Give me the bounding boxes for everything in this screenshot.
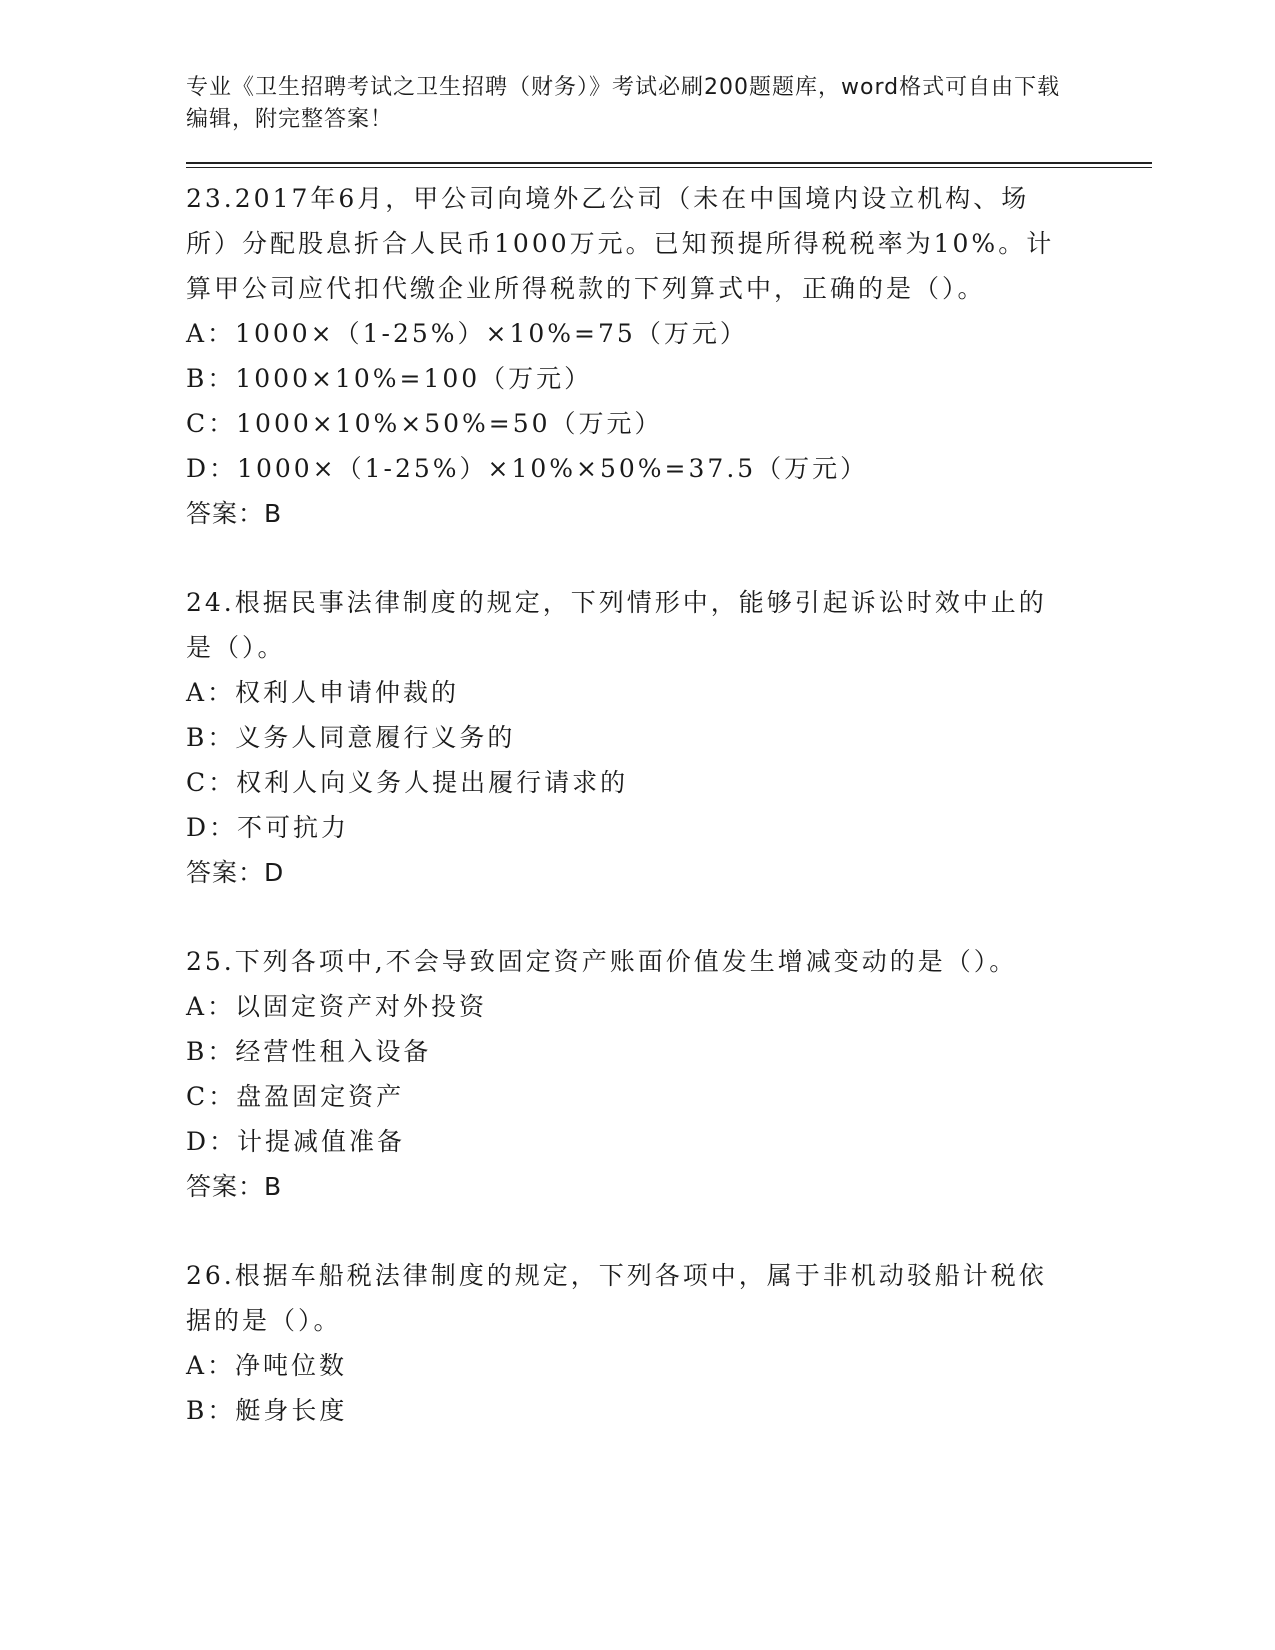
answer-line: 答案：B <box>186 1172 283 1201</box>
option-c: C：1000×10%×50%=50（万元） <box>186 409 663 438</box>
option-a: A：净吨位数 <box>186 1351 348 1380</box>
question-26 <box>186 1253 1152 1433</box>
question-stem: 23.2017年6月，甲公司向境外乙公司（未在中国境内设立机构、场所）分配股息折合人民币1000万元。已知预提所得税税率为10%。计算甲公司应代扣代缴企业所得税款的下列算式中，正确的是（）。 <box>186 184 1055 303</box>
option-b: B：经营性租入设备 <box>186 1037 432 1066</box>
answer-line: 答案：D <box>186 858 285 887</box>
option-d: D：1000×（1-25%）×10%×50%=37.5（万元） <box>186 454 869 483</box>
question-stem: 24.根据民事法律制度的规定，下列情形中，能够引起诉讼时效中止的是（）。 <box>186 588 1047 662</box>
question-24 <box>186 580 1152 895</box>
option-b: B：艇身长度 <box>186 1396 348 1425</box>
document-header: 专业《卫生招聘考试之卫生招聘（财务）》考试必刷200题题库，word格式可自由下载编辑，附完整答案！ <box>186 75 1061 132</box>
header-divider <box>186 162 1152 164</box>
option-a: A：以固定资产对外投资 <box>186 992 488 1021</box>
option-b: B：1000×10%=100（万元） <box>186 364 593 393</box>
question-stem: 25.下列各项中,不会导致固定资产账面价值发生增减变动的是（）。 <box>186 947 1018 976</box>
question-list <box>186 176 1152 1433</box>
option-d: D：不可抗力 <box>186 813 350 842</box>
answer-line: 答案：B <box>186 499 283 528</box>
question-stem: 26.根据车船税法律制度的规定，下列各项中，属于非机动驳船计税依据的是（）。 <box>186 1261 1047 1335</box>
question-23 <box>186 176 1152 536</box>
option-c: C：权利人向义务人提出履行请求的 <box>186 768 629 797</box>
option-a: A：权利人申请仲裁的 <box>186 678 460 707</box>
option-d: D：计提减值准备 <box>186 1127 406 1156</box>
option-c: C：盘盈固定资产 <box>186 1082 405 1111</box>
document-page <box>186 72 1152 1477</box>
option-b: B：义务人同意履行义务的 <box>186 723 516 752</box>
option-a: A：1000×（1-25%）×10%=75（万元） <box>186 319 748 348</box>
question-25 <box>186 939 1152 1209</box>
